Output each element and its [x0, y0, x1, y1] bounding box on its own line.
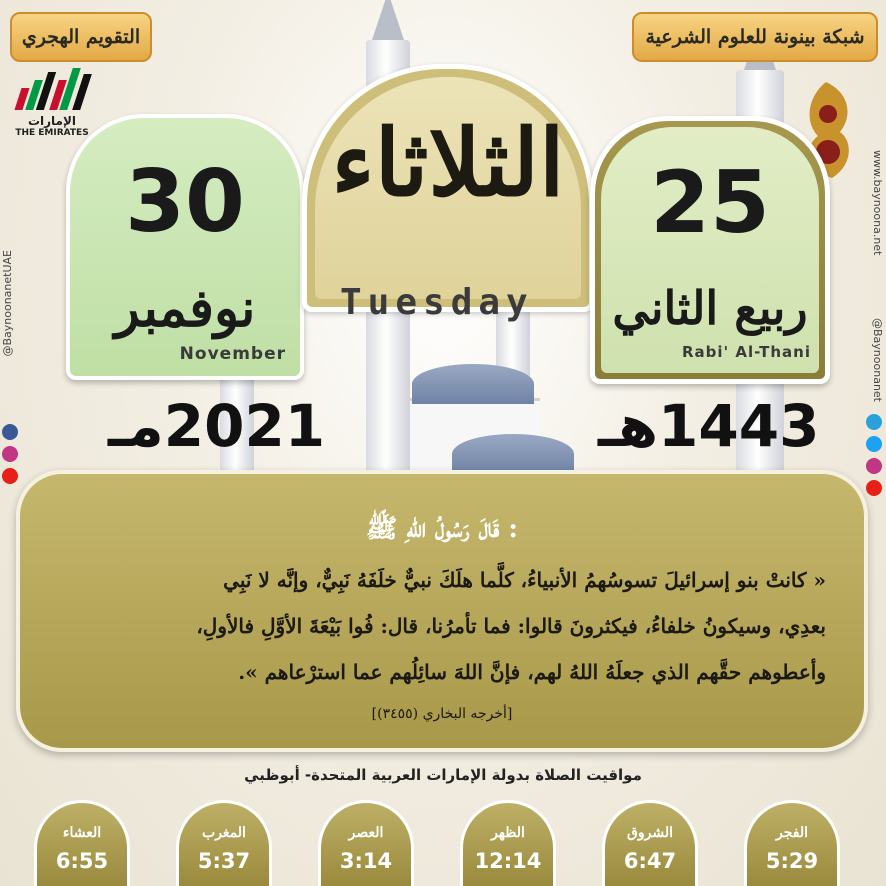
hadith-source: [أخرجه البخاري (٣٤٥٥)] — [371, 706, 513, 722]
website-url: www.baynoona.net — [871, 150, 884, 256]
prayer-time: 12:14 — [474, 849, 542, 873]
hijri-calendar-tag-text: التقويم الهجري — [21, 26, 141, 48]
hijri-month-en: Rabi' Al-Thani — [682, 343, 811, 361]
mosque-dome-small — [452, 434, 574, 474]
weekday-ar: الثلاثاء — [331, 109, 565, 217]
youtube-icon-right — [866, 480, 882, 496]
gregorian-month-ar: نوفمبر — [114, 278, 256, 339]
weekday-en: Tuesday — [340, 282, 534, 323]
prayer-sunrise — [602, 800, 698, 886]
prayer-name: المغرب — [202, 825, 246, 841]
emirates-logo-ar: الإمارات — [27, 114, 77, 128]
instagram-icon-right — [866, 458, 882, 474]
youtube-icon — [2, 468, 18, 484]
social-icons-right — [866, 414, 884, 496]
gregorian-day: 30 — [125, 152, 245, 252]
prayer-fajr — [744, 800, 840, 886]
twitter-icon — [866, 436, 882, 452]
hadith-line-1: « كانتْ بنو إسرائيلَ تسوسُهمُ الأنبياءُ، كلَّما هلَكَ نبيٌّ خلَفَهُ نَبِيٌّ، وإنَّه لا نَبِي — [223, 568, 826, 592]
emirates-logo — [14, 66, 90, 138]
telegram-icon — [866, 414, 882, 430]
hadith-panel — [16, 470, 868, 752]
prayer-times-title: مواقيت الصلاة بدولة الإمارات العربية المتحدة- أبوظبي — [244, 766, 642, 784]
network-name-tag — [632, 12, 878, 62]
gregorian-date-card — [66, 114, 304, 380]
prayer-time: 5:29 — [765, 849, 819, 873]
prayer-maghrib — [176, 800, 272, 886]
social-icons-left — [2, 424, 20, 484]
social-handle-right: @Baynoonanet — [871, 318, 884, 402]
prayer-name: الشروق — [627, 825, 673, 841]
prayer-name: العصر — [348, 825, 384, 841]
hadith-line-2: بعدِي، وسيكونُ خلفاءُ، فيكثرونَ قالوا: فما تأمرُنا، قال: فُوا بَيْعَةَ الأوَّلِ فالأولِ، — [196, 614, 826, 638]
emirates-flag-bars-icon — [14, 66, 90, 110]
instagram-icon — [2, 446, 18, 462]
hijri-month-ar: ربيع الثاني — [612, 281, 808, 335]
prayer-name: الفجر — [776, 825, 808, 841]
prayer-time: 6:47 — [623, 849, 677, 873]
hijri-calendar-tag — [10, 12, 152, 62]
network-name-text: شبكة بينونة للعلوم الشرعية — [645, 26, 865, 48]
prayer-name: الظهر — [491, 825, 525, 841]
prayer-time: 6:55 — [55, 849, 109, 873]
emirates-logo-en: THE EMIRATES — [15, 128, 89, 138]
hadith-title: قَالَ رَسُولُ اللهِ ﷺ : — [366, 514, 518, 544]
facebook-icon — [2, 424, 18, 440]
hijri-day: 25 — [650, 153, 770, 253]
gregorian-year: 2021مـ — [108, 392, 326, 460]
prayer-name: العشاء — [62, 825, 102, 841]
prayer-dhuhr — [460, 800, 556, 886]
hadith-line-3: وأعطوهم حقَّهم الذي جعلَهُ اللهُ لهم، فإنَّ اللهَ سائِلُهم عما استرْعاهم ». — [238, 660, 826, 684]
hijri-date-card — [590, 116, 830, 384]
prayer-time: 5:37 — [197, 849, 251, 873]
prayer-isha — [34, 800, 130, 886]
prayer-asr — [318, 800, 414, 886]
gregorian-month-en: November — [179, 344, 286, 364]
mosque-dome-main — [412, 364, 534, 404]
social-handle-left: @BaynoonanetUAE — [1, 250, 14, 357]
prayer-time: 3:14 — [339, 849, 393, 873]
hijri-year: 1443هـ — [598, 392, 820, 460]
